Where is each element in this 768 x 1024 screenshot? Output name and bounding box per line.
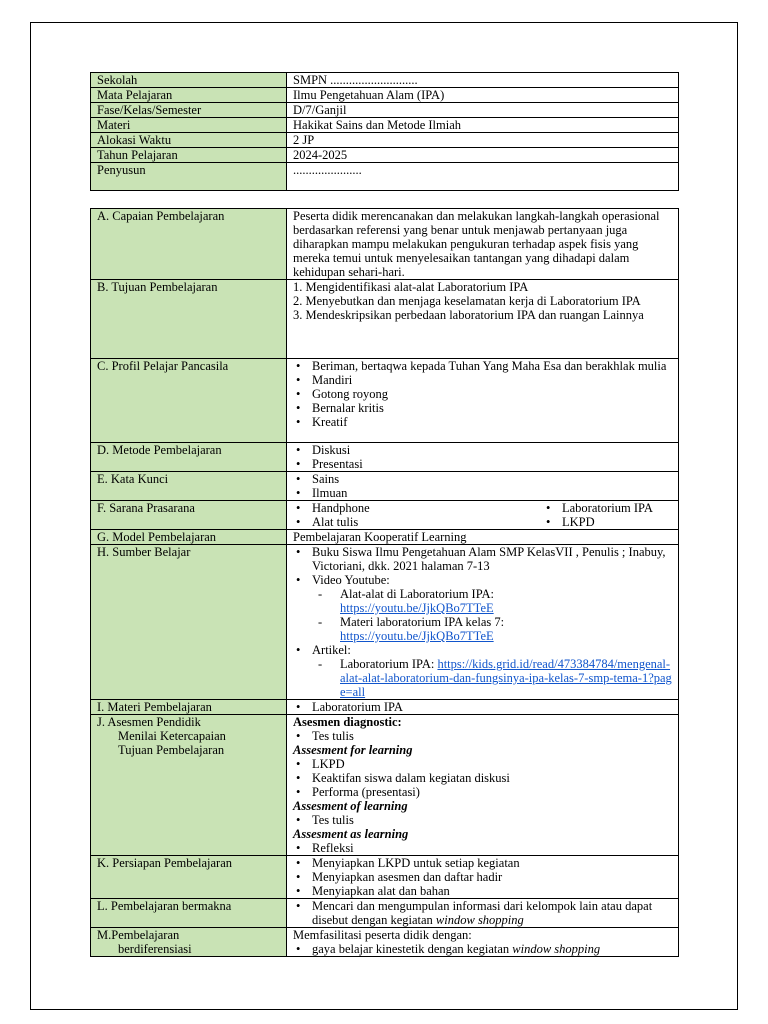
sarana-item: • Handphone [293, 501, 543, 515]
tujuan-item: 2. Menyebutkan dan menjaga keselamatan kerja di Laboratorium IPA [293, 294, 641, 308]
identity-value: Ilmu Pengetahuan Alam (IPA) [287, 88, 679, 103]
video-title: Alat-alat di Laboratorium IPA: [340, 587, 495, 601]
identity-row-penyusun [91, 163, 679, 191]
sarana-content [287, 501, 679, 530]
persiapan-content [287, 856, 679, 899]
row-profil [91, 359, 679, 443]
row-sarana [91, 501, 679, 530]
sarana-label: F. Sarana Prasarana [91, 501, 287, 530]
capaian-text: Peserta didik merencanakan dan melakukan langkah-langkah operasional berdasarkan referensi yang benar untuk menjawab pertanyaan juga diharapkan mampu melakukan pengukuran terhadap aspek fisis yang mereka temui untuk menyelesaikan tantangan yang dihadapi dalam kehidupan sehari-hari. [287, 209, 679, 280]
diferensiasi-text: gaya belajar kinestetik dengan kegiatan [312, 942, 510, 956]
profil-label: C. Profil Pelajar Pancasila [91, 359, 287, 443]
sumber-label: H. Sumber Belajar [91, 545, 287, 700]
metode-item: • Diskusi [293, 443, 672, 457]
identity-value: D/7/Ganjil [287, 103, 679, 118]
row-capaian [91, 209, 679, 280]
persiapan-item: • Menyiapkan LKPD untuk setiap kegiatan [293, 856, 672, 870]
asesmen-label-line: Menilai Ketercapaian [118, 729, 226, 743]
sumber-video-item [293, 615, 672, 643]
asesmen-item: • Tes tulis [293, 729, 672, 743]
tujuan-item: 1. Mengidentifikasi alat-alat Laboratorium IPA [293, 280, 529, 294]
identity-table [90, 72, 679, 191]
diferensiasi-label [91, 928, 287, 957]
persiapan-item: • Menyiapkan asesmen dan daftar hadir [293, 870, 672, 884]
model-label: G. Model Pembelajaran [91, 530, 287, 545]
row-persiapan [91, 856, 679, 899]
metode-label: D. Metode Pembelajaran [91, 443, 287, 472]
sumber-video-label: • Video Youtube: [293, 573, 672, 587]
capaian-label: A. Capaian Pembelajaran [91, 209, 287, 280]
model-text: Pembelajaran Kooperatif Learning [287, 530, 679, 545]
identity-value: 2 JP [287, 133, 679, 148]
profil-item: • Bernalar kritis [293, 401, 672, 415]
sumber-artikel-label: • Artikel: [293, 643, 672, 657]
row-bermakna [91, 899, 679, 928]
identity-value: 2024-2025 [287, 148, 679, 163]
identity-label: Tahun Pelajaran [91, 148, 287, 163]
kata-kunci-item: • Ilmuan [293, 486, 672, 500]
sarana-item: • LKPD [543, 515, 672, 529]
asesmen-item: • Keaktifan siswa dalam kegiatan diskusi [293, 771, 672, 785]
row-diferensiasi [91, 928, 679, 957]
identity-row-sekolah [91, 73, 679, 88]
identity-value: Hakikat Sains dan Metode Ilmiah [287, 118, 679, 133]
asesmen-of-title: Assesment of learning [293, 799, 408, 813]
asesmen-for-title: Assesment for learning [293, 743, 413, 757]
asesmen-as-title: Assesment as learning [293, 827, 409, 841]
identity-label: Penyusun [91, 163, 287, 191]
kata-kunci-label: E. Kata Kunci [91, 472, 287, 501]
row-model [91, 530, 679, 545]
identity-label: Sekolah [91, 73, 287, 88]
sarana-item: • Laboratorium IPA [543, 501, 672, 515]
profil-item: • Gotong royong [293, 387, 672, 401]
diferensiasi-label-line: M.Pembelajaran [97, 928, 180, 942]
asesmen-label-line: Tujuan Pembelajaran [118, 743, 225, 757]
identity-value: ...................... [287, 163, 679, 191]
asesmen-diagnostic-title: Asesmen diagnostic: [293, 715, 402, 729]
identity-label: Materi [91, 118, 287, 133]
video-link[interactable]: https://youtu.be/JjkQBo7TTeE [340, 601, 494, 615]
metode-content [287, 443, 679, 472]
artikel-title: Laboratorium IPA: [340, 657, 435, 671]
bermakna-label: L. Pembelajaran bermakna [91, 899, 287, 928]
video-link[interactable]: https://youtu.be/JjkQBo7TTeE [340, 629, 494, 643]
asesmen-content [287, 715, 679, 856]
sumber-artikel-item [293, 657, 672, 699]
diferensiasi-item [293, 942, 672, 956]
identity-row-materi [91, 118, 679, 133]
profil-item: • Mandiri [293, 373, 672, 387]
bermakna-content [287, 899, 679, 928]
bermakna-italic: window shopping [435, 913, 524, 927]
bermakna-item [293, 899, 672, 927]
persiapan-label: K. Persiapan Pembelajaran [91, 856, 287, 899]
profil-item: • Kreatif [293, 415, 672, 429]
row-materi [91, 700, 679, 715]
asesmen-item: • Performa (presentasi) [293, 785, 672, 799]
sumber-buku: • Buku Siswa Ilmu Pengetahuan Alam SMP KelasVII , Penulis ; Inabuy, Victoriani, dkk. 2021 halaman 7-13 [293, 545, 672, 573]
row-metode [91, 443, 679, 472]
row-asesmen [91, 715, 679, 856]
materi-content [287, 700, 679, 715]
row-tujuan [91, 280, 679, 359]
sarana-item: • Alat tulis [293, 515, 543, 529]
profil-content [287, 359, 679, 443]
tujuan-item: 3. Mendeskripsikan perbedaan laboratorium IPA dan ruangan Lainnya [293, 308, 644, 322]
bermakna-text: Mencari dan mengumpulan informasi dari kelompok lain atau dapat disebut dengan kegiatan [312, 899, 653, 927]
identity-row-mapel [91, 88, 679, 103]
main-table [90, 208, 679, 957]
asesmen-item: • Refleksi [293, 841, 672, 855]
diferensiasi-content [287, 928, 679, 957]
identity-label: Mata Pelajaran [91, 88, 287, 103]
materi-label: I. Materi Pembelajaran [91, 700, 287, 715]
tujuan-content [287, 280, 679, 359]
identity-label: Alokasi Waktu [91, 133, 287, 148]
identity-row-alokasi [91, 133, 679, 148]
identity-value: SMPN ............................ [287, 73, 679, 88]
video-title: Materi laboratorium IPA kelas 7: [340, 615, 505, 629]
kata-kunci-content [287, 472, 679, 501]
tujuan-label: B. Tujuan Pembelajaran [91, 280, 287, 359]
sumber-content [287, 545, 679, 700]
sumber-video-item [293, 587, 672, 615]
row-kata-kunci [91, 472, 679, 501]
asesmen-item: • Tes tulis [293, 813, 672, 827]
kata-kunci-item: • Sains [293, 472, 672, 486]
identity-label: Fase/Kelas/Semester [91, 103, 287, 118]
diferensiasi-italic: window shopping [512, 942, 601, 956]
identity-row-fase [91, 103, 679, 118]
row-sumber [91, 545, 679, 700]
asesmen-label [91, 715, 287, 856]
asesmen-label-line: J. Asesmen Pendidik [97, 715, 201, 729]
artikel-link[interactable]: https://kids.grid.id/read/473384784/mengenal-alat-alat-laboratorium-dan-fungsinya-ipa-kelas-7-smp-tema-1?page=all [340, 657, 672, 699]
profil-item: • Beriman, bertaqwa kepada Tuhan Yang Maha Esa dan berakhlak mulia [293, 359, 672, 373]
persiapan-item: • Menyiapkan alat dan bahan [293, 884, 672, 898]
diferensiasi-intro: Memfasilitasi peserta didik dengan: [293, 928, 472, 942]
asesmen-item: • LKPD [293, 757, 672, 771]
identity-row-tahun [91, 148, 679, 163]
diferensiasi-label-line: berdiferensiasi [118, 942, 192, 956]
metode-item: • Presentasi [293, 457, 672, 471]
materi-item: • Laboratorium IPA [293, 700, 672, 714]
